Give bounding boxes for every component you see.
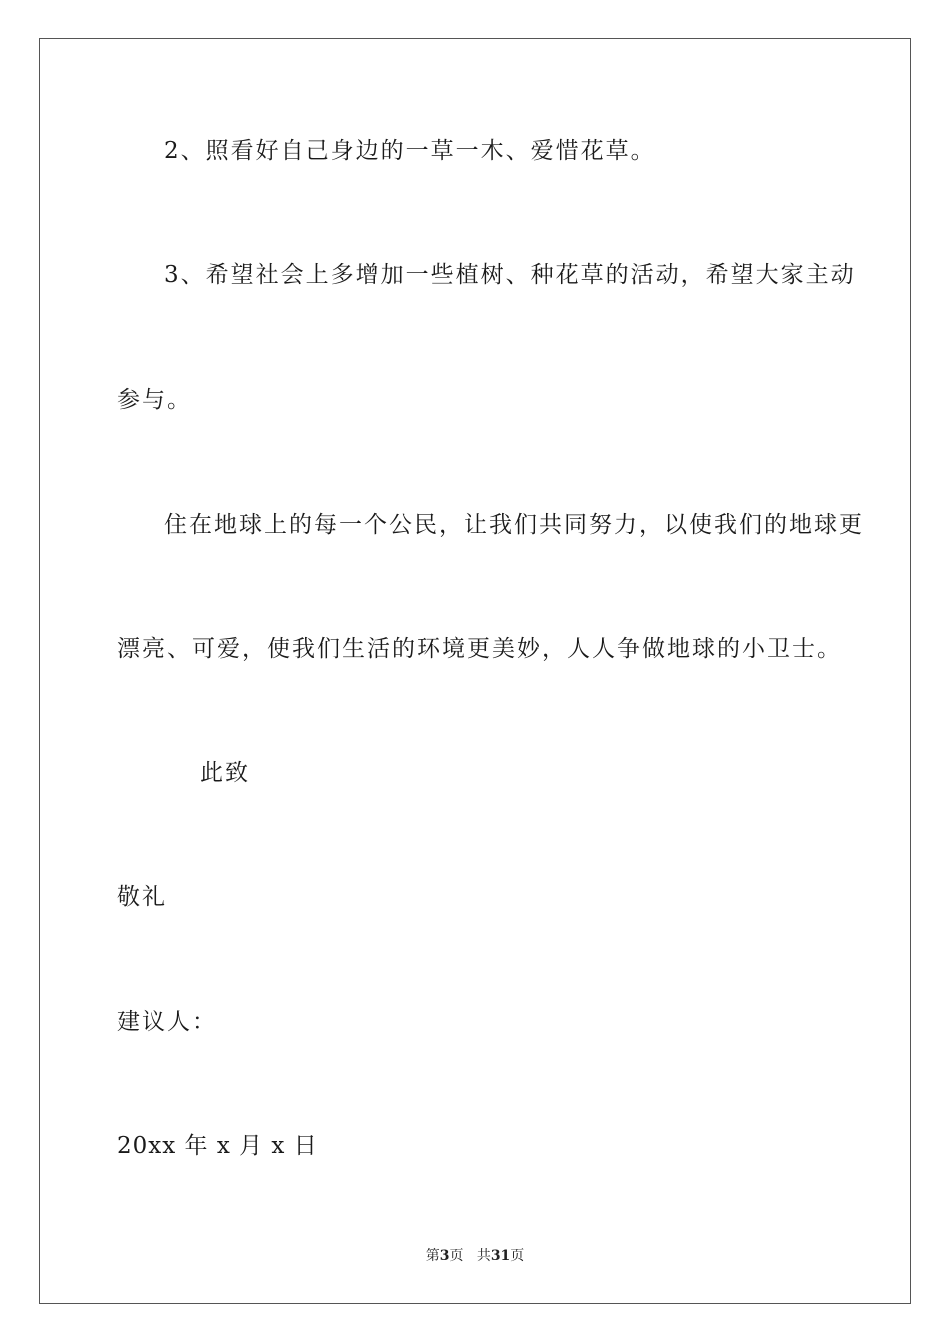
closing-paragraph: 住在地球上的每一个公民，让我们共同努力，以使我们的地球更 [164,512,864,538]
footer-page-suffix: 页 [449,1248,464,1264]
salutation-jingli: 敬礼 [117,884,167,910]
closing-paragraph-continuation: 漂亮、可爱，使我们生活的环境更美妙，人人争做地球的小卫士。 [117,636,842,662]
footer-prefix: 第 [425,1248,440,1264]
page-border [39,38,911,1304]
page-footer [0,1247,950,1265]
list-item-3: 3、希望社会上多增加一些植树、种花草的活动，希望大家主动 [164,262,856,288]
footer-total-prefix: 共 [476,1248,491,1264]
list-item-2: 2、照看好自己身边的一草一木、爱惜花草。 [164,138,656,164]
footer-total-pages: 31 [490,1248,511,1264]
signature-proposer: 建议人： [117,1009,217,1035]
footer-total-suffix: 页 [510,1248,525,1264]
salutation-cizhi: 此致 [200,760,250,786]
date-line: 20xx 年 x 月 x 日 [117,1133,318,1159]
list-item-3-continuation: 参与。 [117,387,192,413]
footer-page-number: 3 [439,1248,450,1264]
